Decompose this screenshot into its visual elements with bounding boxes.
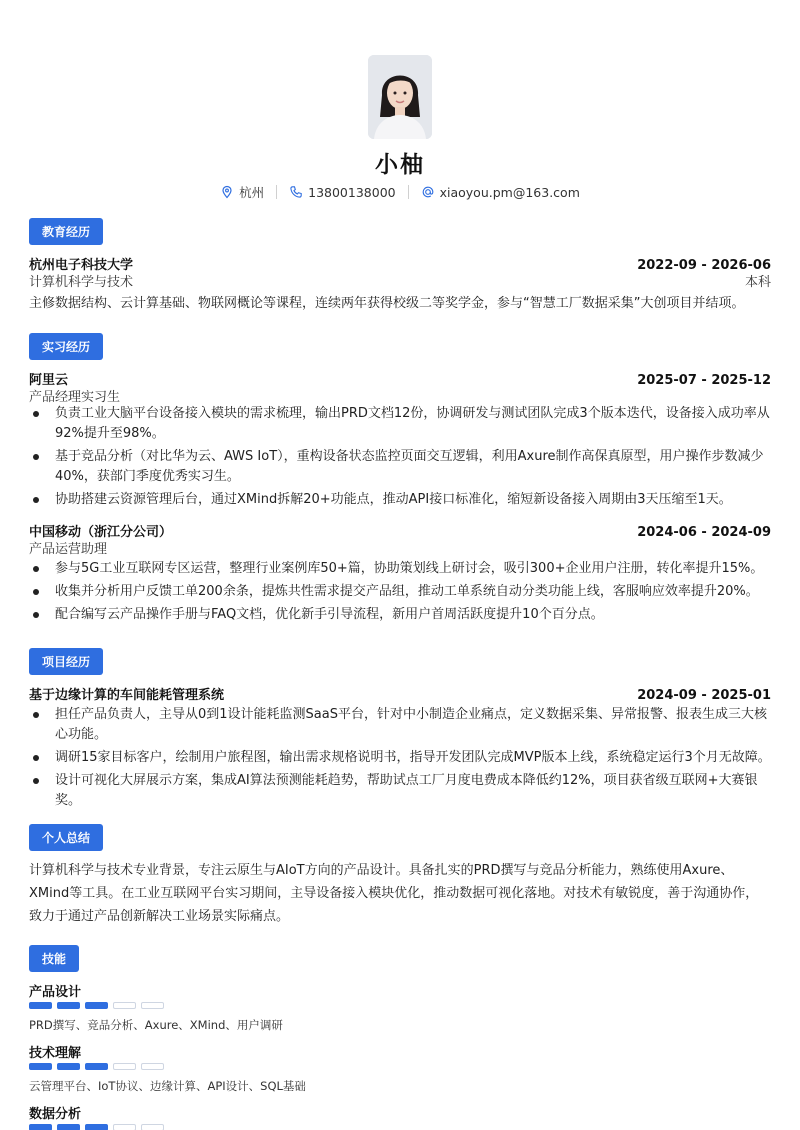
internship-role-row xyxy=(29,538,771,557)
company-name: 中国移动（浙江分公司） xyxy=(29,525,173,540)
list-item: 调研15家目标客户，绘制用户旅程图，输出需求规格说明书，指导开发团队完成MVP版本上线，系统稳定运行3个月无故障。 xyxy=(29,748,771,768)
contact-divider xyxy=(276,185,277,199)
list-item: 基于竞品分析（对比华为云、AWS IoT），重构设备状态监控页面交互逻辑，利用Axure制作高保真原型，用户操作步数减少40%，获部门季度优秀实习生。 xyxy=(29,447,771,487)
role-title: 产品运营助理 xyxy=(29,542,108,557)
section-title-skills: 技能 xyxy=(29,945,79,972)
skill-title: 技术理解 xyxy=(29,1046,82,1061)
skill-level-segment-filled xyxy=(29,1124,52,1130)
degree: 本科 xyxy=(744,275,771,290)
skill-description: PRD撰写、竞品分析、Axure、XMind、用户调研 xyxy=(29,1018,283,1032)
education-subheader xyxy=(29,271,771,290)
contact-email[interactable] xyxy=(421,185,580,200)
phone-icon xyxy=(289,185,303,199)
internship-bullets xyxy=(29,404,771,513)
skill-level-segment-filled xyxy=(85,1002,108,1009)
contact-line xyxy=(0,183,800,201)
section-title-summary: 个人总结 xyxy=(29,824,103,851)
project-bullets xyxy=(29,705,771,814)
section-title-projects: 项目经历 xyxy=(29,648,103,675)
skill-level-segment-empty xyxy=(141,1063,164,1070)
skill-level-bar xyxy=(29,1063,164,1070)
project-dates: 2024-09 - 2025-01 xyxy=(637,688,771,703)
list-item: 负责工业大脑平台设备接入模块的需求梳理，输出PRD文档12份，协调研发与测试团队完成3个版本迭代，设备接入成功率从92%提升至98%。 xyxy=(29,404,771,444)
skill-level-segment-filled xyxy=(85,1124,108,1130)
at-sign-icon xyxy=(421,185,435,199)
skill-level-bar xyxy=(29,1124,164,1130)
section-title-internship: 实习经历 xyxy=(29,333,103,360)
project-name: 基于边缘计算的车间能耗管理系统 xyxy=(29,688,225,703)
skill-level-segment-filled xyxy=(57,1063,80,1070)
profile-photo xyxy=(368,55,432,139)
company-name: 阿里云 xyxy=(29,373,69,388)
list-item: 协助搭建云资源管理后台，通过XMind拆解20+功能点，推动API接口标准化，缩短新设备接入周期由3天压缩至1天。 xyxy=(29,490,771,510)
list-item: 配合编写云产品操作手册与FAQ文档，优化新手引导流程，新用户首周活跃度提升10个百分点。 xyxy=(29,605,771,625)
skill-description: 云管理平台、IoT协议、边缘计算、API设计、SQL基础 xyxy=(29,1079,306,1093)
list-item: 收集并分析用户反馈工单200余条，提炼共性需求提交产品组，推动工单系统自动分类功能上线，客服响应效率提升20%。 xyxy=(29,582,771,602)
email-text: xiaoyou.pm@163.com xyxy=(439,184,580,200)
list-item: 担任产品负责人，主导从0到1设计能耗监测SaaS平台，针对中小制造企业痛点，定义数据采集、异常报警、报表生成三大核心功能。 xyxy=(29,705,771,745)
contact-divider xyxy=(408,185,409,199)
skill-level-segment-empty xyxy=(113,1002,136,1009)
project-header xyxy=(29,684,771,703)
section-title-education: 教育经历 xyxy=(29,218,103,245)
skill-level-segment-empty xyxy=(113,1124,136,1130)
school-name: 杭州电子科技大学 xyxy=(29,258,134,273)
internship-dates: 2024-06 - 2024-09 xyxy=(637,525,771,540)
list-item: 设计可视化大屏展示方案，集成AI算法预测能耗趋势，帮助试点工厂月度电费成本降低约12%，项目获省级互联网+大赛银奖。 xyxy=(29,771,771,811)
skill-level-bar xyxy=(29,1002,164,1009)
internship-dates: 2025-07 - 2025-12 xyxy=(637,373,771,388)
skill-title: 数据分析 xyxy=(29,1107,82,1122)
skill-level-segment-filled xyxy=(85,1063,108,1070)
skill-level-segment-filled xyxy=(29,1063,52,1070)
contact-phone[interactable] xyxy=(289,185,395,200)
summary-text: 计算机科学与技术专业背景，专注云原生与AIoT方向的产品设计。具备扎实的PRD撰写与竞品分析能力，熟练使用Axure、XMind等工具。在工业互联网平台实习期间，主导设备接入模块优化，推动数据可视化落地。对技术有敏锐度，善于沟通协作，致力于通过产品创新解决工业场景实际痛点。 xyxy=(29,863,759,924)
skill-level-segment-empty xyxy=(141,1124,164,1130)
skill-level-segment-filled xyxy=(57,1124,80,1130)
skill-level-segment-filled xyxy=(57,1002,80,1009)
role-title: 产品经理实习生 xyxy=(29,390,121,405)
skill-level-segment-filled xyxy=(29,1002,52,1009)
contact-city xyxy=(220,183,264,201)
city-text: 杭州 xyxy=(239,185,265,200)
education-description: 主修数据结构、云计算基础、物联网概论等课程，连续两年获得校级二等奖学金，参与“智慧工厂数据采集”大创项目并结项。 xyxy=(29,296,745,311)
skill-level-segment-empty xyxy=(141,1002,164,1009)
phone-text: 13800138000 xyxy=(308,184,396,200)
education-dates: 2022-09 - 2026-06 xyxy=(637,258,771,273)
location-pin-icon xyxy=(220,185,234,199)
skill-level-segment-empty xyxy=(113,1063,136,1070)
skill-title: 产品设计 xyxy=(29,985,82,1000)
internship-role-row xyxy=(29,386,771,405)
internship-bullets xyxy=(29,559,771,628)
candidate-name: 小柚 xyxy=(375,152,425,178)
major: 计算机科学与技术 xyxy=(29,275,134,290)
list-item: 参与5G工业互联网专区运营，整理行业案例库50+篇，协助策划线上研讨会，吸引300+企业用户注册，转化率提升15%。 xyxy=(29,559,771,579)
